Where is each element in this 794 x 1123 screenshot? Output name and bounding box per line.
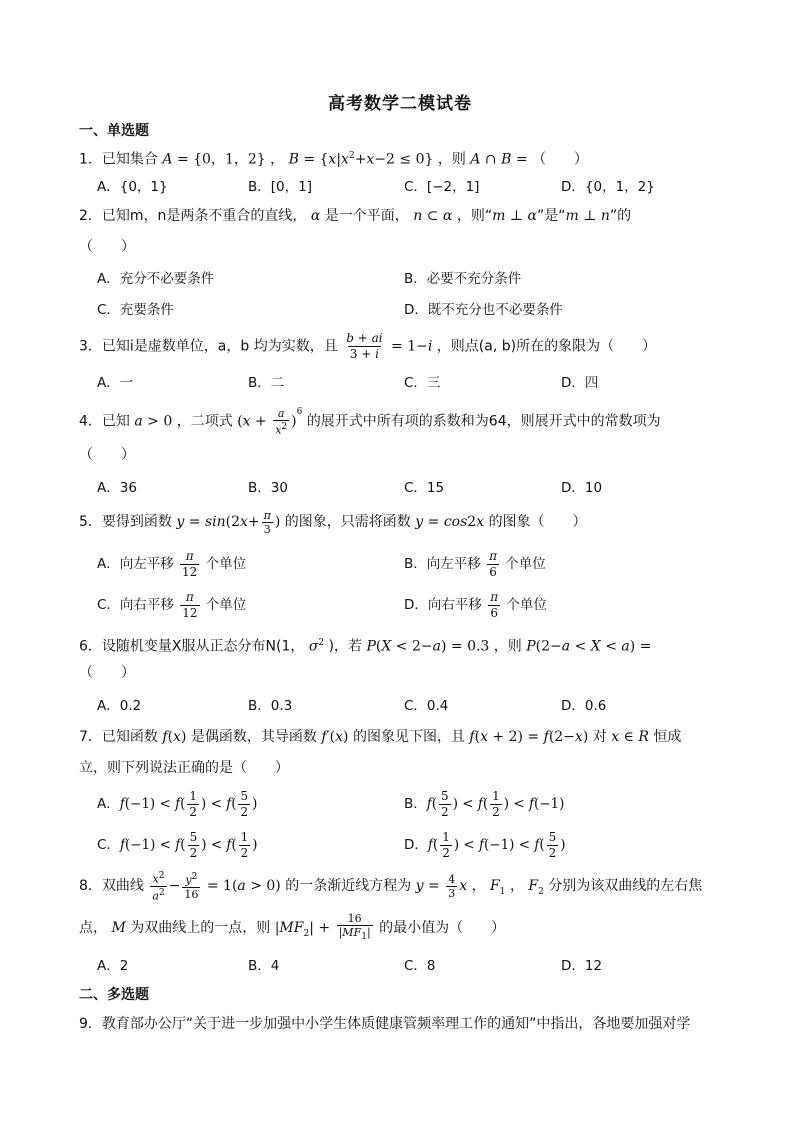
question-7-line-2: 立，则下列说法正确的是（ ） [79,760,289,776]
option-a: A．{0，1} [97,179,168,195]
option-b: B．二 [248,375,285,391]
option-b: B．f( $\frac{5}{2}$ ) < f( $\frac{1}{2}$ ) < f(−1) [404,788,565,819]
question-number: 8． [79,878,102,895]
option-b: B．[0，1] [248,179,312,195]
option-b: B．必要不充分条件 [404,271,522,287]
question-1: 1．已知集合 A = {0，1，2} ， $B = \{x|x^2+x-2 \le 0\}$ ，则 A ∩ B = （ ） [79,151,589,168]
question-number: 7． [79,729,102,745]
option-c: C．三 [404,375,441,391]
question-2: 2．已知m，n是两条不重合的直线， α 是一个平面， n ⊂ α ，则“m ⊥ α”是“m ⊥ n”的 [79,208,632,224]
option-d: D．既不充分也不必要条件 [404,302,563,318]
option-d: D．12 [561,958,603,974]
answer-bracket: （ ） [79,447,135,463]
option-d: D．10 [561,480,603,496]
option-d: D．f( $\frac{1}{2}$ ) < f(−1) < f( $\frac{5}{2}$ ) [404,829,566,860]
math-fraction: $\frac{x^2}{a^2}$ [152,871,165,903]
question-7: 7．已知函数 f(x) 是偶函数，其导函数 f′(x) 的图象见下图，且 f(x + 2) = f(2−x) 对 x ∈ R 恒成 [79,729,682,745]
question-5: 5．要得到函数 y = sin(2x+ $\frac{\pi}{3}$ ) 的图象，只需将函数 y = cos2x 的图象（ ） [79,508,587,536]
section-heading-multi: 二、多选题 [79,987,149,1003]
answer-bracket: （ ） [79,239,135,255]
math-fraction: $\frac{16}{|MF_1|}$ [338,912,371,943]
math-fraction: $\frac{4}{3}$ [448,872,456,900]
answer-bracket: （ ） [532,151,589,168]
answer-bracket: （ ） [79,665,135,681]
math-fraction: $\frac{\pi}{6}$ [489,548,497,579]
option-a: A．0.2 [97,698,142,714]
math-fraction: $\frac{a}{x^2}$ [275,406,288,437]
question-number: 4． [79,413,102,430]
math-expression: A [162,151,173,168]
option-c: C．[−2，1] [404,179,480,195]
question-8-line-2: 点， M 为双曲线上的一点，则 $|MF_2|$ + $\frac{16}{|MF_1|}$ 的最小值为（ ） [79,912,506,943]
question-number: 1． [79,151,102,168]
option-b: B．30 [248,480,288,496]
math-expression: B [288,151,299,168]
option-c: C．8 [404,958,436,974]
option-c: C．15 [404,480,445,496]
option-d: D．四 [561,375,599,391]
math-fraction: $\frac{b + ai}{3 + i}$ [346,331,383,361]
option-a: A．f(−1) < f( $\frac{1}{2}$ ) < f( $\frac{5}{2}$ ) [97,788,258,819]
option-a: A．36 [97,480,137,496]
option-b: B．0.3 [248,698,293,714]
section-heading-single: 一、单选题 [79,123,149,139]
question-9: 9．教育部办公厅“关于进一步加强中小学生体质健康管频率理工作的通知”中指出，各地要加强对学 [79,1016,691,1032]
math-fraction: $\frac{\pi}{3}$ [263,508,271,536]
option-a: A．充分不必要条件 [97,271,215,287]
option-c: C．f(−1) < f( $\frac{5}{2}$ ) < f( $\frac{1}{2}$ ) [97,829,258,860]
math-fraction: $\frac{y^2}{16}$ [184,872,199,901]
question-number: 6． [79,638,102,655]
question-4: 4．已知 a > 0 ，二项式 (x + $\frac{a}{x^2}$ )$^6$ 的展开式中所有项的系数和为64，则展开式中的常数项为 [79,406,661,437]
question-3: 3．已知i是虚数单位，a，b 均为实数，且 $\frac{b + ai}{3 + i}$ = 1−i ，则点(a, b)所在的象限为（ ） [79,331,657,361]
question-6: 6．设随机变量X服从正态分布N(1， $\sigma^2$ )，若 P(X < 2−a) = 0.3 ，则 P(2−a < X < a) = [79,638,652,655]
option-c: C．向右平移 $\frac{\pi}{12}$ 个单位 [97,589,247,620]
question-text: 已知集合 [101,151,158,168]
math-fraction: $\frac{\pi}{12}$ [182,548,198,579]
option-d: D．0.6 [561,698,607,714]
option-a: A．向左平移 $\frac{\pi}{12}$ 个单位 [97,548,247,579]
question-number: 3． [79,338,102,355]
option-b: B．向左平移 $\frac{\pi}{6}$ 个单位 [404,548,546,579]
page-title: 高考数学二模试卷 [328,94,472,114]
option-c: C．0.4 [404,698,449,714]
option-a: A．一 [97,375,134,391]
math-fraction: $\frac{\pi}{12}$ [182,589,198,620]
option-c: C．充要条件 [97,302,174,318]
question-number: 2． [79,208,102,224]
option-d: D．向右平移 $\frac{\pi}{6}$ 个单位 [404,589,547,620]
option-b: B．4 [248,958,280,974]
option-d: D．{0，1，2} [561,179,655,195]
math-fraction: $\frac{\pi}{6}$ [490,589,499,620]
option-a: A．2 [97,958,129,974]
question-8: 8．双曲线 $\frac{x^2}{a^2}$ − $\frac{y^2}{16}$ = 1(a > 0) 的一条渐近线方程为 y = $\frac{4}{3}$ x ， $F_1$ ， $F_2$ 分别为该双曲线的左右焦 [79,871,703,903]
question-number: 9． [79,1016,102,1032]
question-number: 5． [79,514,102,530]
